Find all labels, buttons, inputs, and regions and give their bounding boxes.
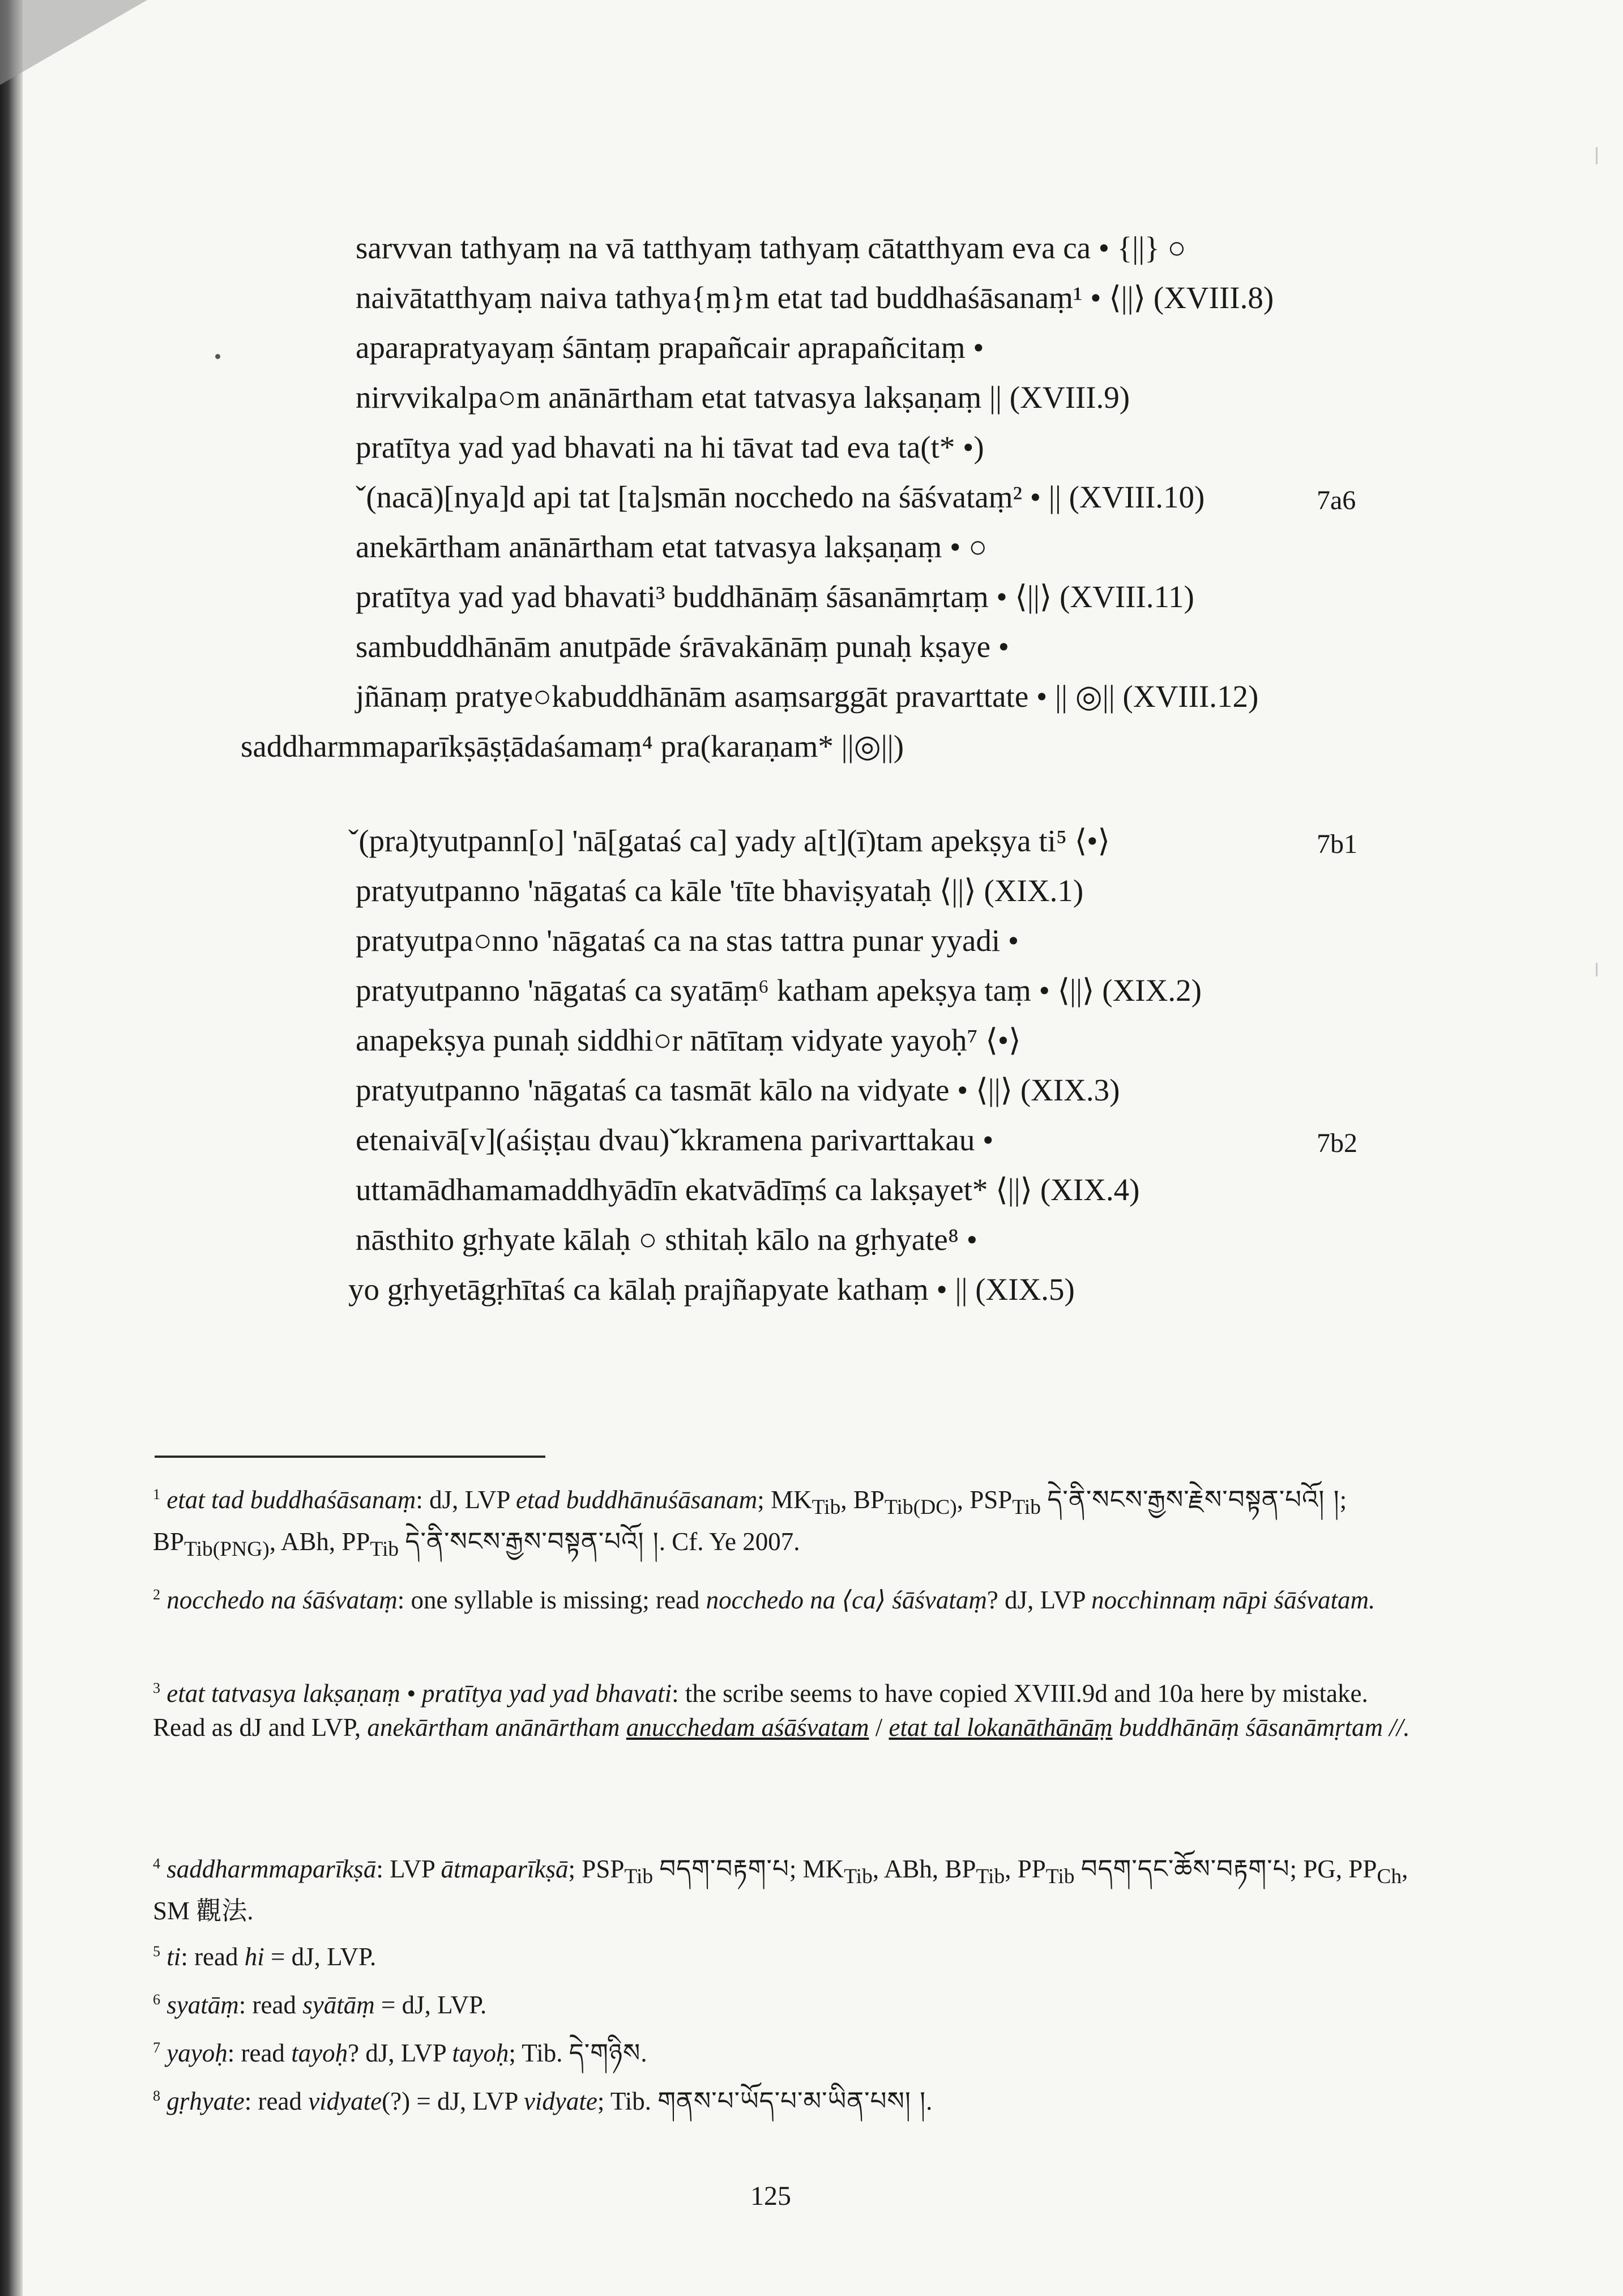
footnote-7: $^7$ yayoḥ: read tayoḥ? dJ, LVP tayoḥ; Tib. དེ་གཉིས.: [153, 2038, 647, 2068]
page-corner-shadow: [0, 0, 147, 85]
chapter-colophon: saddharmmaparīkṣāṣṭādaśamaṃ⁴ pra(karaṇam* ||◎||): [241, 729, 904, 763]
verse-line: pratyutpanno 'nāgataś ca tasmāt kālo na vidyate • ⟨||⟩ (XIX.3): [356, 1073, 1120, 1107]
footnote-1: $^1$ etat tad buddhaśāsanaṃ: dJ, LVP etad buddhānuśāsanam; $MK_{Tib}$, $BP_{Tib(DC)}$, $PSP_{Tib}$ དེ་ནི་སངས་རྒྱས་རྗེས་བསྟན་པའོ། །; $BP_{Tib(PNG)}$, ABh, $PP_{Tib}$ དེ་ནི་སངས་རྒྱས་བསྟན་པའོ། །. Cf. Ye 2007.: [153, 1484, 1347, 1561]
page-number: 125: [750, 2181, 791, 2211]
footnote-4: $^4$ saddharmmaparīkṣā: LVP ātmaparīkṣā; $PSP_{Tib}$ བདག་བརྟག་པ; $MK_{Tib}$, ABh, $BP_{Tib}$, $PP_{Tib}$ བདག་དང་ཆོས་བརྟག་པ; PG, $PP_{Ch}$, SM 觀法.: [153, 1854, 1408, 1925]
verse-line: anekārtham anānārtham etat tatvasya lakṣaṇaṃ • ○: [356, 530, 988, 564]
verse-line: nāsthito gṛhyate kālaḥ ○ sthitaḥ kālo na gṛhyate⁸ •: [356, 1222, 978, 1257]
footnote-8: $^8$ gṛhyate: read vidyate(?) = dJ, LVP vidyate; Tib. གནས་པ་ཡོད་པ་མ་ཡིན་པས། །.: [153, 2086, 933, 2116]
verse-line: aparapratyayaṃ śāntaṃ prapañcair aprapañcitaṃ •: [356, 330, 984, 365]
footnote-3: $^3$ etat tatvasya lakṣaṇaṃ • pratītya yad yad bhavati: the scribe seems to have copied XVIII.9d and 10a here by mistake. Read as dJ and LVP, anekārtham anānārtham anucchedam aśāśvatam / etat tal lokanāthānāṃ buddhānāṃ śāsanāmṛtam //.: [153, 1679, 1410, 1742]
verse-line: etenaivā[v](aśiṣṭau dvau)ˇkkramena parivarttakau •: [356, 1123, 994, 1157]
verse-line: anapekṣya punaḥ siddhi○r nātītaṃ vidyate yayoḥ⁷ ⟨•⟩: [356, 1023, 1021, 1057]
footnote-5: $^5$ ti: read hi = dJ, LVP.: [153, 1943, 377, 1971]
verse-line: pratyutpanno 'nāgataś ca syatāṃ⁶ katham apekṣya taṃ • ⟨||⟩ (XIX.2): [356, 973, 1202, 1008]
verse-line: pratyutpanno 'nāgataś ca kāle 'tīte bhaviṣyataḥ ⟨||⟩ (XIX.1): [356, 873, 1084, 908]
verse-line: pratītya yad yad bhavati na hi tāvat tad eva ta(t* •): [356, 430, 984, 464]
verse-line: sambuddhānām anutpāde śrāvakānāṃ punaḥ kṣaye •: [356, 629, 1010, 664]
scan-speck: [1596, 963, 1598, 976]
verse-line: naivātatthyaṃ naiva tathya{ṃ}m etat tad buddhaśāsanaṃ¹ • ⟨||⟩ (XVIII.8): [356, 280, 1274, 315]
verse-line: pratītya yad yad bhavati³ buddhānāṃ śāsanāmṛtaṃ • ⟨||⟩ (XVIII.11): [356, 579, 1194, 614]
verse-line: nirvvikalpa○m anānārtham etat tatvasya lakṣaṇaṃ || (XVIII.9): [356, 380, 1130, 415]
footnote-2: $^2$ nocchedo na śāśvataṃ: one syllable is missing; read nocchedo na ⟨ca⟩ śāśvataṃ? dJ, LVP nocchinnaṃ nāpi śāśvatam.: [153, 1586, 1376, 1614]
verse-line: ˇ(nacā)[nya]d api tat [ta]smān nocchedo na śāśvataṃ² • || (XVIII.10): [356, 480, 1205, 514]
verse-line: ˇ(pra)tyutpann[o] 'nā[gataś ca] yady a[t](ī)tam apekṣya ti⁵ ⟨•⟩: [348, 823, 1110, 858]
footnote-rule: [155, 1456, 545, 1458]
folio-ref: 7b1: [1317, 829, 1357, 859]
folio-ref: 7a6: [1317, 485, 1356, 515]
stray-mark: [215, 354, 220, 359]
book-binding-shadow: [0, 0, 23, 2296]
verse-line: jñānaṃ pratye○kabuddhānām asaṃsarggāt pravarttate • || ◎|| (XVIII.12): [356, 679, 1259, 714]
verse-line: yo gṛhyetāgṛhītaś ca kālaḥ prajñapyate kathaṃ • || (XIX.5): [348, 1272, 1075, 1307]
verse-line: pratyutpa○nno 'nāgataś ca na stas tattra punar yyadi •: [356, 923, 1019, 958]
footnote-6: $^6$ syatāṃ: read syātāṃ = dJ, LVP.: [153, 1991, 487, 2019]
folio-ref: 7b2: [1317, 1128, 1357, 1158]
verse-line: sarvvan tathyaṃ na vā tatthyaṃ tathyaṃ cātatthyam eva ca • {||} ○: [356, 231, 1186, 265]
scan-speck: [1596, 147, 1598, 164]
verse-line: uttamādhamamaddhyādīn ekatvādīṃś ca lakṣayet* ⟨||⟩ (XIX.4): [356, 1172, 1140, 1207]
